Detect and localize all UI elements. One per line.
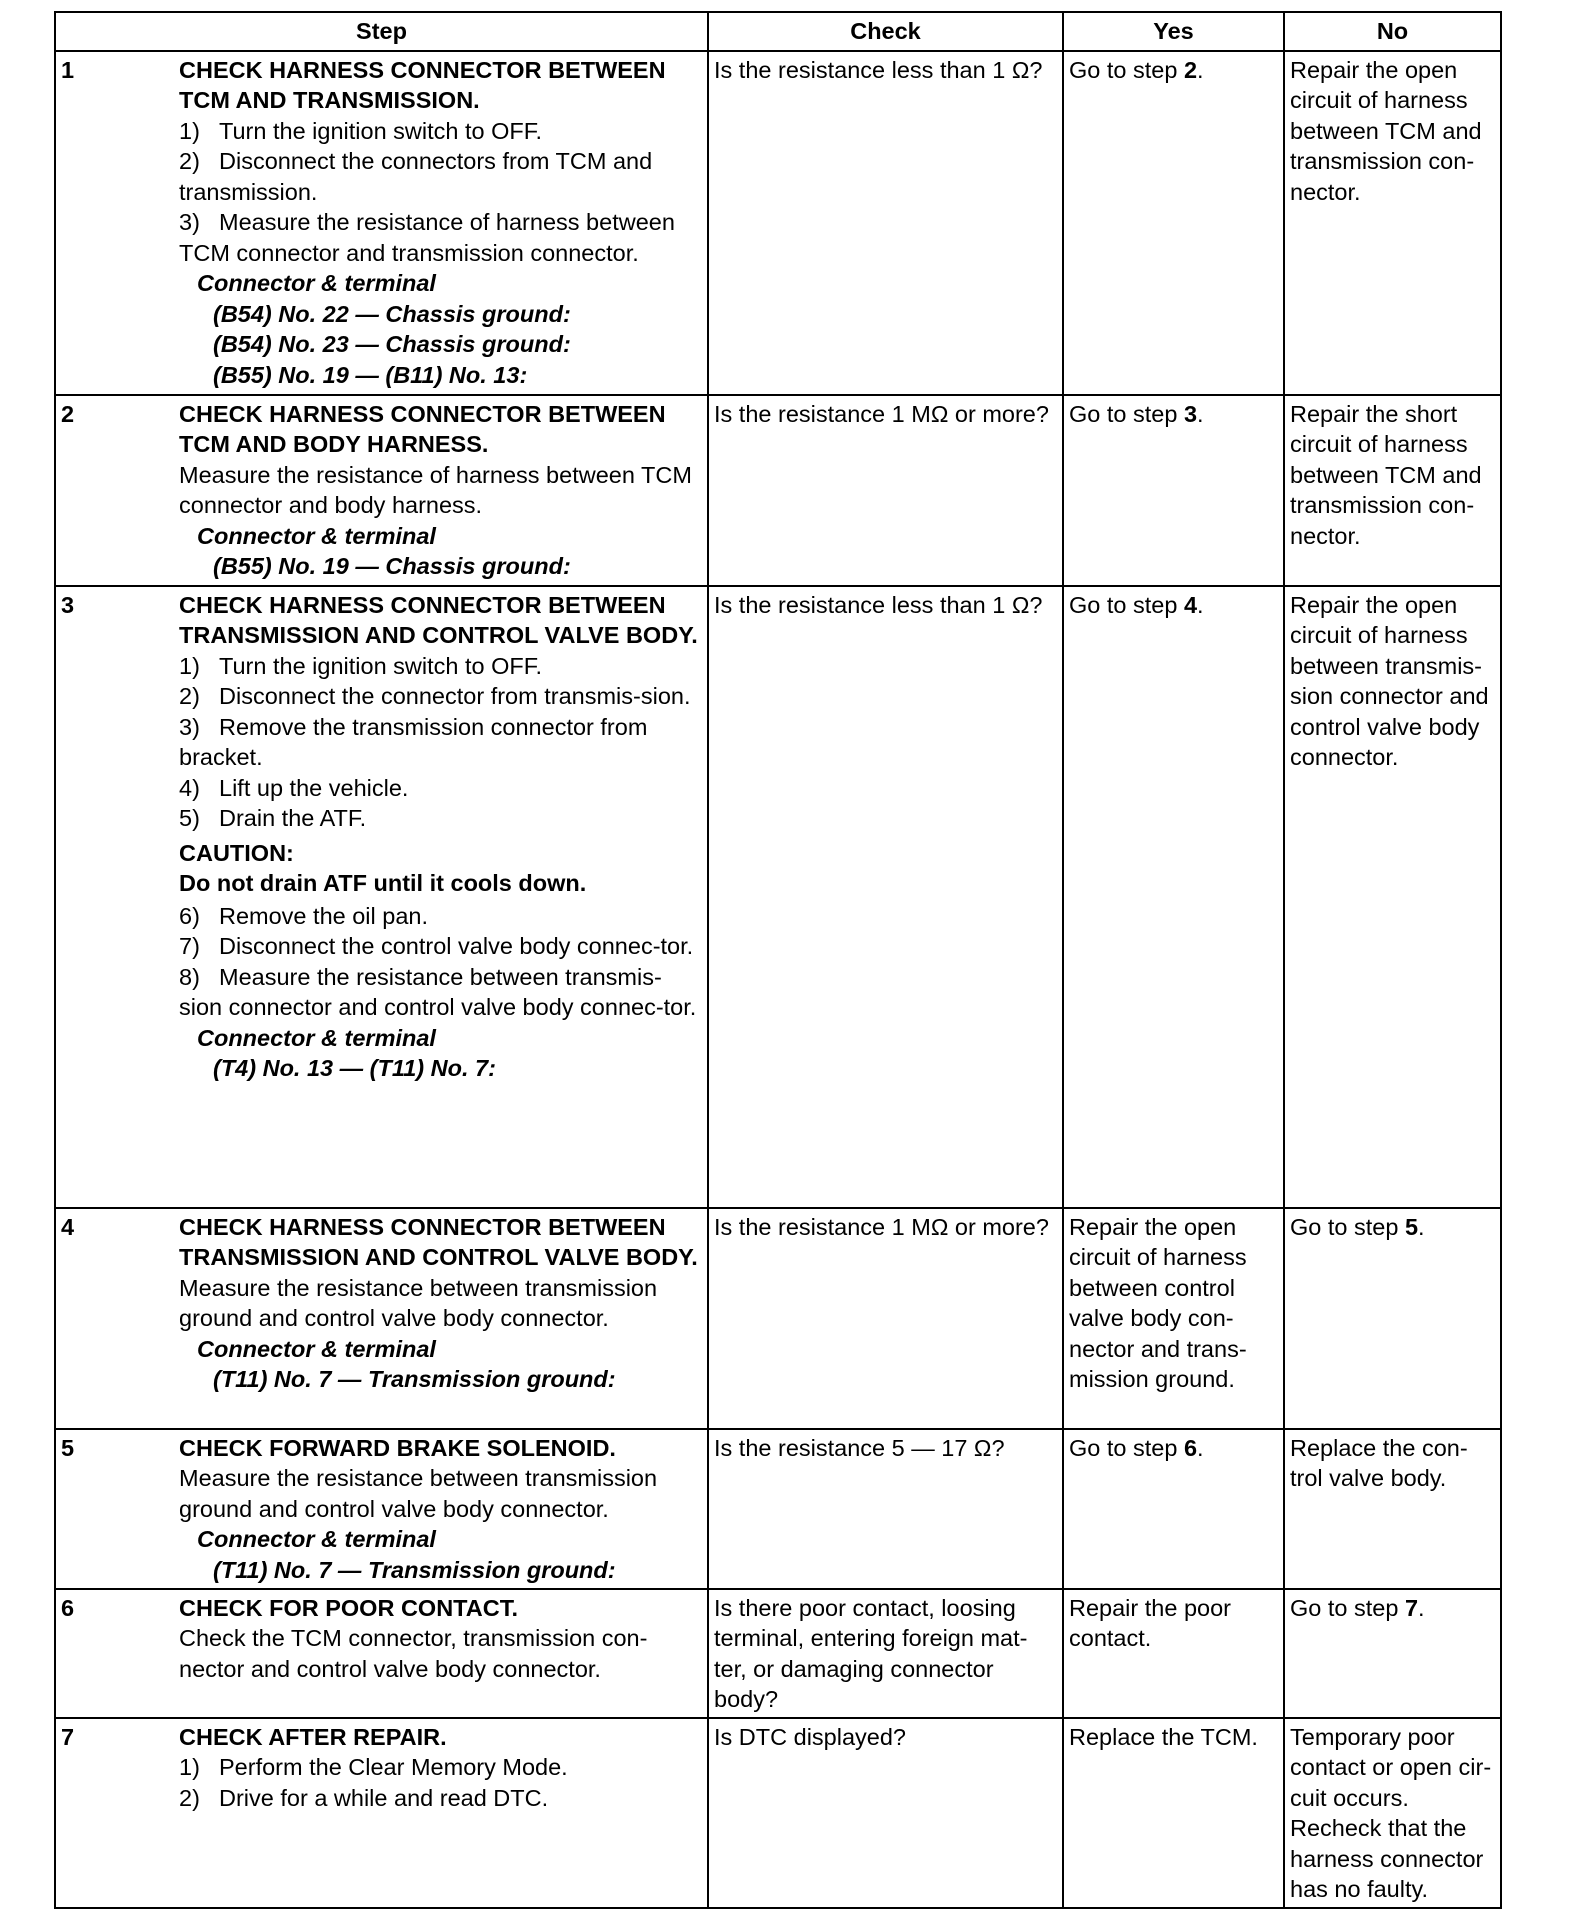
connector-item: (T11) No. 7 — Transmission ground: bbox=[213, 1556, 616, 1583]
step-body bbox=[179, 1212, 702, 1395]
caution-heading: CAUTION: bbox=[179, 839, 294, 866]
substep: 1) Turn the ignition switch to OFF. bbox=[179, 117, 543, 144]
step-number: 3 bbox=[61, 591, 75, 618]
step-cell bbox=[55, 1589, 708, 1718]
no-cell: Go to step 5. bbox=[1284, 1208, 1501, 1429]
step-body bbox=[179, 55, 702, 391]
table-row bbox=[55, 586, 1501, 1208]
step-body bbox=[179, 1722, 702, 1814]
connector-item: (T11) No. 7 — Transmission ground: bbox=[213, 1366, 616, 1392]
step-title: CHECK AFTER REPAIR. bbox=[179, 1723, 447, 1750]
substep: 5) Drain the ATF. bbox=[179, 805, 367, 831]
substep: 4) Lift up the vehicle. bbox=[179, 774, 409, 801]
no-cell: Repair the open circuit of harness between TCM and transmission con-nector. bbox=[1284, 51, 1501, 395]
step-cell bbox=[55, 586, 708, 1208]
connector-item: (T4) No. 13 — (T11) No. 7: bbox=[213, 1055, 496, 1081]
header-row bbox=[55, 12, 1501, 51]
check-cell: Is the resistance 5 — 17 Ω? bbox=[708, 1429, 1063, 1589]
yes-cell: Replace the TCM. bbox=[1063, 1718, 1284, 1908]
substep: 3) Measure the resistance of harness between TCM connector and transmission connector. bbox=[179, 209, 675, 266]
step-cell bbox=[55, 395, 708, 586]
connector-label: Connector & terminal bbox=[197, 1526, 436, 1552]
yes-cell: Go to step 3. bbox=[1063, 395, 1284, 586]
step-cell bbox=[55, 1208, 708, 1429]
connector-item: (B54) No. 22 — Chassis ground: bbox=[213, 300, 571, 327]
step-body bbox=[179, 1593, 702, 1685]
diagnostic-table bbox=[54, 11, 1502, 1909]
header-no: No bbox=[1284, 12, 1501, 51]
step-cell bbox=[55, 1718, 708, 1908]
step-title: CHECK FOR POOR CONTACT. bbox=[179, 1594, 519, 1621]
yes-cell: Repair the open circuit of harness between control valve body con-nector and trans-mission ground. bbox=[1063, 1208, 1284, 1429]
check-cell: Is the resistance less than 1 Ω? bbox=[708, 586, 1063, 1208]
step-title: CHECK HARNESS CONNECTOR BETWEEN TCM AND TRANSMISSION. bbox=[179, 56, 666, 113]
check-cell: Is the resistance less than 1 Ω? bbox=[708, 51, 1063, 395]
substep: 1) Perform the Clear Memory Mode. bbox=[179, 1754, 568, 1780]
connector-item: (B55) No. 19 — (B11) No. 13: bbox=[213, 361, 528, 388]
check-cell: Is the resistance 1 MΩ or more? bbox=[708, 1208, 1063, 1429]
step-number: 5 bbox=[61, 1434, 75, 1461]
substep: 1) Turn the ignition switch to OFF. bbox=[179, 652, 543, 679]
header-check: Check bbox=[708, 12, 1063, 51]
caution-text: Do not drain ATF until it cools down. bbox=[179, 870, 587, 896]
table-row bbox=[55, 51, 1501, 395]
step-title: CHECK HARNESS CONNECTOR BETWEEN TCM AND BODY HARNESS. bbox=[179, 400, 666, 457]
connector-label: Connector & terminal bbox=[197, 1335, 436, 1362]
table-row bbox=[55, 1718, 1501, 1908]
step-number: 1 bbox=[61, 56, 75, 83]
connector-label: Connector & terminal bbox=[197, 522, 436, 549]
no-cell: Replace the con-trol valve body. bbox=[1284, 1429, 1501, 1589]
step-intro: Measure the resistance of harness between TCM connector and body harness. bbox=[179, 461, 692, 518]
table-row bbox=[55, 1208, 1501, 1429]
step-number: 4 bbox=[61, 1213, 75, 1240]
substep: 6) Remove the oil pan. bbox=[179, 902, 429, 929]
step-intro: Measure the resistance between transmission ground and control valve body connector. bbox=[179, 1465, 658, 1522]
no-cell: Temporary poor contact or open cir-cuit occurs. Recheck that the harness connector has no faulty. bbox=[1284, 1718, 1501, 1908]
step-body bbox=[179, 590, 702, 1084]
table-row bbox=[55, 395, 1501, 586]
substep: 2) Disconnect the connectors from TCM and transmission. bbox=[179, 148, 653, 205]
step-body bbox=[179, 399, 702, 582]
header-step: Step bbox=[55, 12, 708, 51]
step-cell bbox=[55, 51, 708, 395]
connector-item: (B55) No. 19 — Chassis ground: bbox=[213, 553, 571, 579]
connector-label: Connector & terminal bbox=[197, 270, 436, 296]
no-cell: Go to step 7. bbox=[1284, 1589, 1501, 1718]
yes-cell: Repair the poor contact. bbox=[1063, 1589, 1284, 1718]
step-intro: Check the TCM connector, transmission con-nector and control valve body connector. bbox=[179, 1625, 648, 1682]
connector-label: Connector & terminal bbox=[197, 1024, 436, 1051]
yes-cell: Go to step 6. bbox=[1063, 1429, 1284, 1589]
check-cell: Is the resistance 1 MΩ or more? bbox=[708, 395, 1063, 586]
substep: 7) Disconnect the control valve body connec-tor. bbox=[179, 933, 694, 959]
substep: 2) Disconnect the connector from transmis-sion. bbox=[179, 683, 691, 709]
step-body bbox=[179, 1433, 702, 1586]
step-number: 7 bbox=[61, 1723, 75, 1750]
step-title: CHECK HARNESS CONNECTOR BETWEEN TRANSMISSION AND CONTROL VALVE BODY. bbox=[179, 591, 698, 648]
step-intro: Measure the resistance between transmission ground and control valve body connector. bbox=[179, 1274, 658, 1331]
yes-cell: Go to step 2. bbox=[1063, 51, 1284, 395]
step-cell bbox=[55, 1429, 708, 1589]
no-cell: Repair the open circuit of harness between transmis-sion connector and control valve body connector. bbox=[1284, 586, 1501, 1208]
step-title: CHECK FORWARD BRAKE SOLENOID. bbox=[179, 1434, 616, 1461]
table-row bbox=[55, 1429, 1501, 1589]
connector-item: (B54) No. 23 — Chassis ground: bbox=[213, 331, 571, 357]
table-row bbox=[55, 1589, 1501, 1718]
substep: 2) Drive for a while and read DTC. bbox=[179, 1784, 549, 1811]
step-number: 2 bbox=[61, 400, 75, 427]
substep: 3) Remove the transmission connector from bracket. bbox=[179, 713, 648, 770]
yes-cell: Go to step 4. bbox=[1063, 586, 1284, 1208]
substep: 8) Measure the resistance between transmis-sion connector and control valve body connec-tor. bbox=[179, 963, 697, 1020]
check-cell: Is DTC displayed? bbox=[708, 1718, 1063, 1908]
no-cell: Repair the short circuit of harness between TCM and transmission con-nector. bbox=[1284, 395, 1501, 586]
step-title: CHECK HARNESS CONNECTOR BETWEEN TRANSMISSION AND CONTROL VALVE BODY. bbox=[179, 1213, 698, 1270]
check-cell: Is there poor contact, loosing terminal, entering foreign mat-ter, or damaging connector body? bbox=[708, 1589, 1063, 1718]
step-number: 6 bbox=[61, 1594, 75, 1621]
header-yes: Yes bbox=[1063, 12, 1284, 51]
